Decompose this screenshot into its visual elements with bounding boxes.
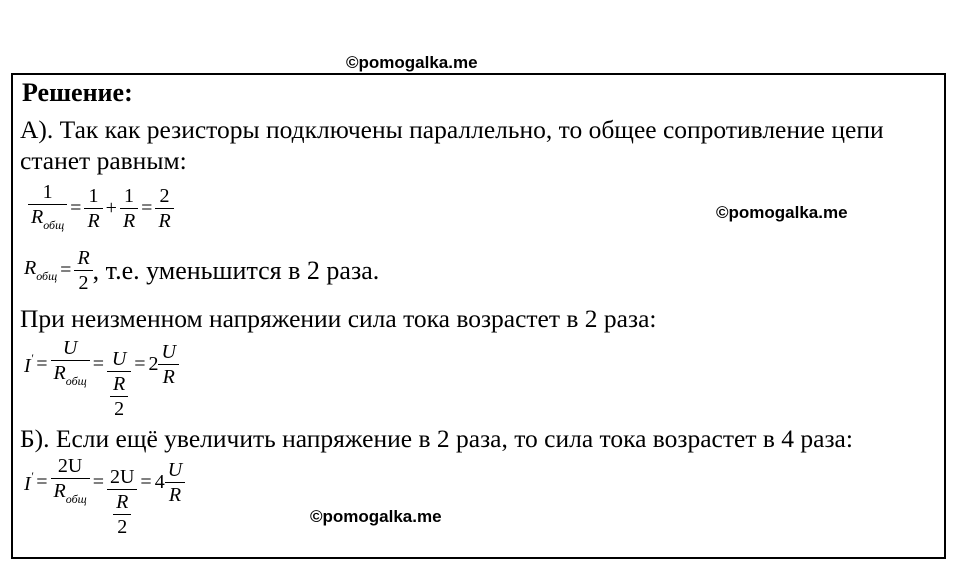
fraction-2u-over-r-total bbox=[51, 454, 90, 511]
current-symbol: I' bbox=[24, 351, 34, 377]
equals-sign: = bbox=[92, 353, 104, 375]
equals-sign: = bbox=[36, 471, 48, 493]
fraction-u-over-r-half bbox=[107, 347, 131, 421]
numerator: 1 bbox=[124, 185, 135, 207]
equation-current-double bbox=[24, 336, 179, 421]
denominator: $R_{общ}$ bbox=[28, 204, 67, 237]
denominator: R bbox=[155, 208, 173, 233]
part-b-line-1: Б). Если ещё увеличить напряжение в 2 раза, то сила тока возрастет в 4 раза: bbox=[20, 424, 853, 453]
watermark-bottom: ©pomogalka.me bbox=[310, 507, 442, 526]
current-symbol: I' bbox=[24, 469, 34, 495]
coefficient: 4 bbox=[154, 471, 165, 493]
equals-sign: = bbox=[140, 471, 152, 493]
fraction-rhs bbox=[155, 184, 173, 233]
compound-denominator bbox=[107, 371, 131, 421]
fraction-2u-over-r-half bbox=[107, 465, 137, 539]
equals-sign: = bbox=[134, 353, 146, 375]
numerator: U bbox=[161, 341, 176, 363]
equals-sign: = bbox=[70, 197, 82, 219]
denominator: R bbox=[120, 208, 138, 233]
compound-denominator bbox=[107, 489, 137, 539]
inner-denominator: 2 bbox=[110, 396, 128, 421]
equals-sign: = bbox=[36, 353, 48, 375]
denominator: $R_{общ}$ bbox=[51, 478, 90, 511]
denominator: $R_{общ}$ bbox=[51, 360, 90, 393]
part-a-line-2: станет равным: bbox=[20, 146, 187, 175]
equation-resistance-result bbox=[24, 246, 379, 295]
numerator: 2U bbox=[109, 466, 135, 489]
watermark-middle: ©pomogalka.me bbox=[716, 203, 848, 222]
numerator: U bbox=[167, 459, 183, 481]
numerator: 2U bbox=[57, 455, 83, 477]
fraction-u-over-r-total bbox=[51, 336, 90, 393]
fraction-lhs bbox=[28, 180, 67, 237]
watermark-top: ©pomogalka.me bbox=[346, 53, 478, 72]
fraction-term-1 bbox=[84, 184, 102, 233]
denominator: 2 bbox=[74, 270, 92, 295]
inner-numerator: R bbox=[112, 373, 126, 396]
resistance-conclusion-text: , т.е. уменьшится в 2 раза. bbox=[92, 255, 380, 285]
equals-sign: = bbox=[60, 259, 72, 281]
fraction-u-over-r bbox=[158, 340, 178, 389]
part-a-line-1: А). Так как резисторы подключены параллельно, то общее сопротивление цепи bbox=[20, 115, 884, 144]
numerator: 1 bbox=[42, 181, 53, 203]
coefficient: 2 bbox=[148, 353, 159, 375]
denominator: R bbox=[165, 482, 185, 507]
equation-total-resistance bbox=[28, 180, 174, 237]
part-a-line-3: При неизменном напряжении сила тока возрастет в 2 раза: bbox=[20, 304, 657, 333]
numerator: R bbox=[77, 247, 90, 269]
fraction-u-over-r bbox=[165, 458, 185, 507]
inner-numerator: R bbox=[116, 491, 129, 514]
numerator: U bbox=[62, 337, 78, 359]
r-symbol: $R_{общ}$ bbox=[24, 257, 58, 283]
solution-heading: Решение: bbox=[22, 78, 133, 107]
numerator: 2 bbox=[159, 185, 170, 207]
equals-sign: = bbox=[92, 471, 104, 493]
inner-denominator: 2 bbox=[113, 514, 131, 539]
fraction-r-over-2 bbox=[74, 246, 92, 295]
fraction-term-2 bbox=[120, 184, 138, 233]
numerator: U bbox=[111, 348, 127, 371]
denominator: R bbox=[84, 208, 102, 233]
equals-sign: = bbox=[141, 197, 153, 219]
plus-sign: + bbox=[105, 197, 117, 219]
equation-current-quadruple bbox=[24, 454, 185, 539]
denominator: R bbox=[158, 364, 178, 389]
numerator: 1 bbox=[88, 185, 99, 207]
